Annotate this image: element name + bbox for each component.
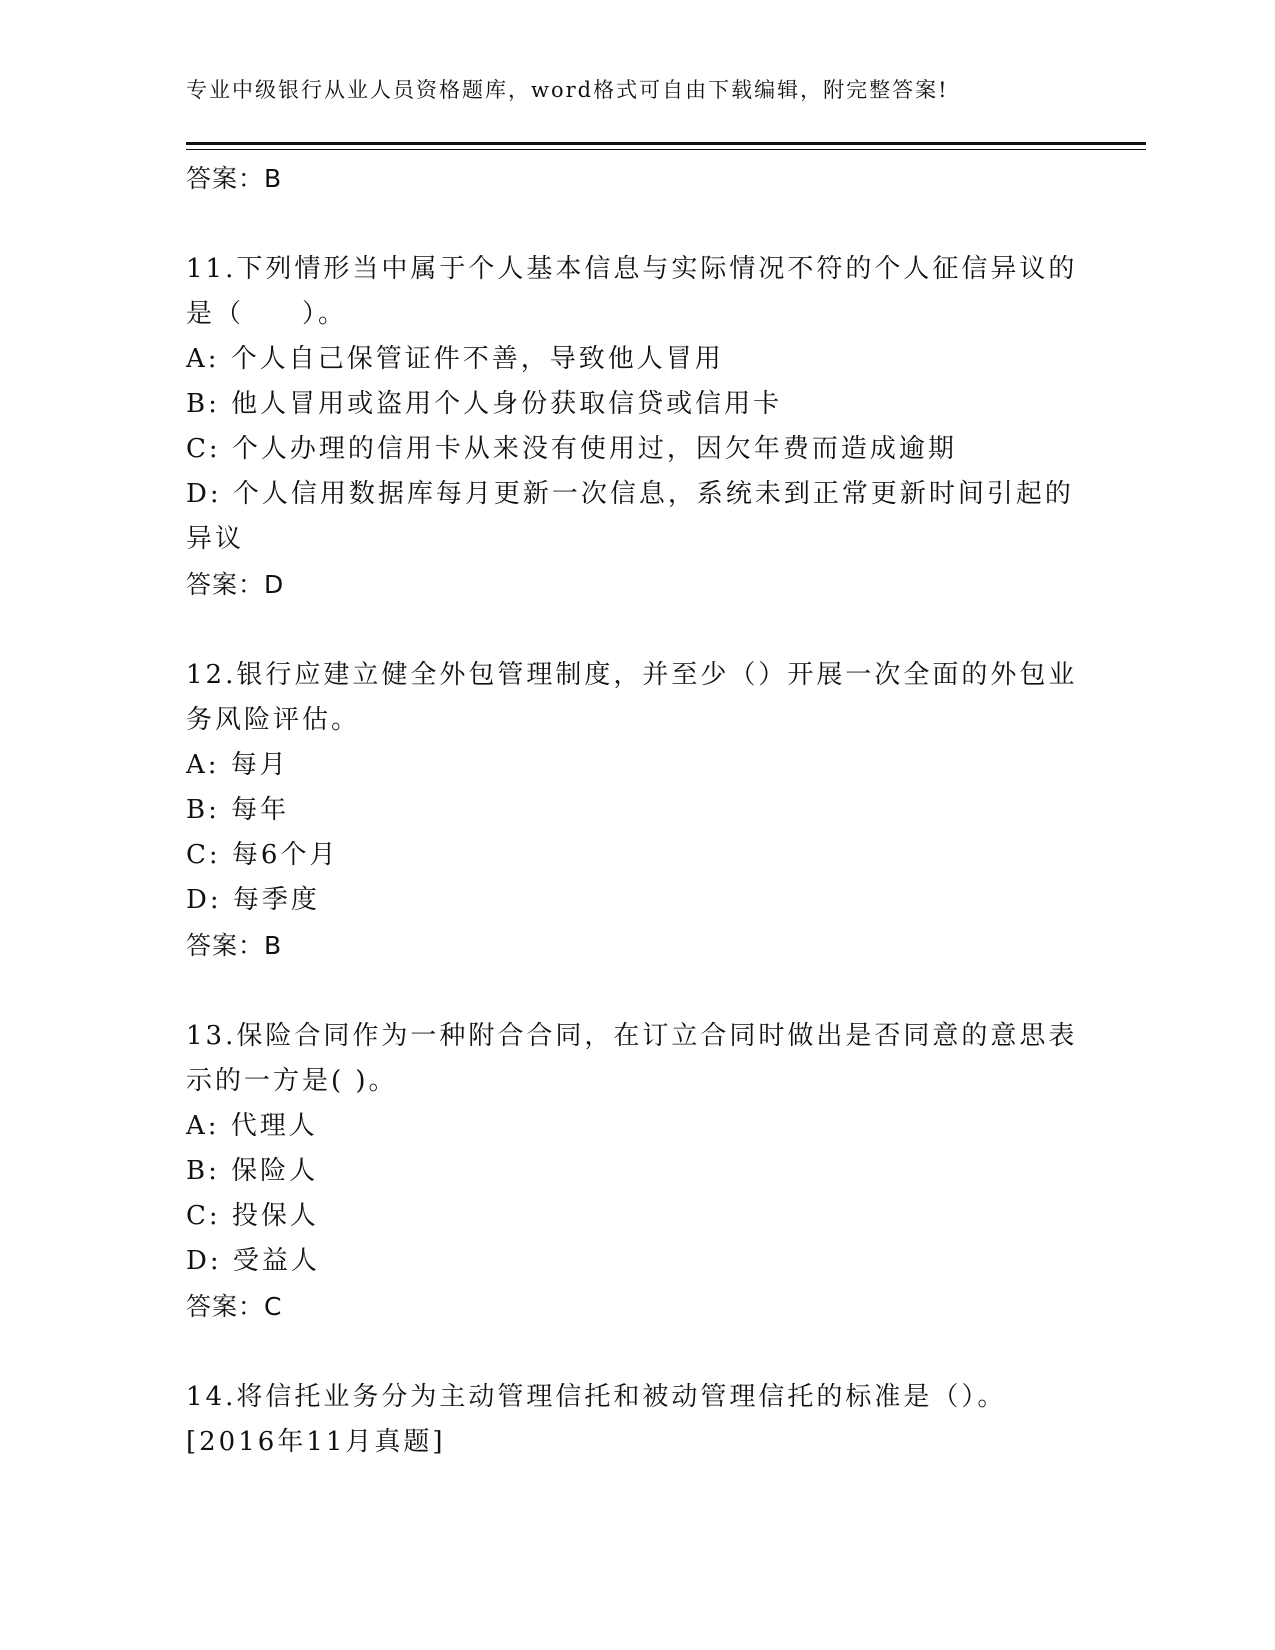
option-d: D: 受益人 [186, 1246, 320, 1276]
option-b: B: 每年 [186, 795, 290, 825]
question-stem-line: 示的一方是( )。 [186, 1066, 398, 1096]
answer-line: 答案：C [186, 1292, 283, 1321]
header-rule-thick [186, 142, 1146, 145]
question-block [186, 653, 1078, 968]
option-a: A: 每月 [186, 750, 289, 780]
answer-line: 答案：D [186, 570, 285, 599]
question-stem-line: 13.保险合同作为一种附合合同，在订立合同时做出是否同意的意思表 [186, 1021, 1078, 1051]
option-c: C: 个人办理的信用卡从来没有使用过，因欠年费而造成逾期 [186, 434, 957, 464]
question-stem-line: 务风险评估。 [186, 705, 361, 735]
spacer [186, 201, 1066, 247]
option-d: D: 每季度 [186, 885, 320, 915]
option-a: A: 个人自己保管证件不善，导致他人冒用 [186, 344, 724, 374]
question-stem-line: 11.下列情形当中属于个人基本信息与实际情况不符的个人征信异议的 [186, 254, 1078, 284]
spacer [186, 1329, 1066, 1375]
answer-line: 答案：B [186, 164, 283, 193]
option-a: A: 代理人 [186, 1111, 318, 1141]
option-d: D: 个人信用数据库每月更新一次信息，系统未到正常更新时间引起的 [186, 479, 1074, 509]
spacer [186, 607, 1066, 653]
question-block [186, 1375, 1066, 1465]
question-stem-line: 是（ ）。 [186, 299, 348, 329]
question-list [186, 156, 1078, 1465]
question-stem-line: 14.将信托业务分为主动管理信托和被动管理信托的标准是（）。 [186, 1382, 1007, 1412]
header-rule-thin [186, 149, 1146, 150]
option-b: B: 他人冒用或盗用个人身份获取信贷或信用卡 [186, 389, 783, 419]
question-block [186, 1014, 1078, 1329]
spacer [186, 968, 1066, 1014]
question-stem-line: 12.银行应建立健全外包管理制度，并至少（）开展一次全面的外包业 [186, 660, 1078, 690]
question-block [186, 247, 1078, 607]
option-d-continued: 异议 [186, 524, 245, 554]
page-header: 专业中级银行从业人员资格题库，word格式可自由下载编辑，附完整答案! [186, 78, 949, 102]
option-c: C: 每6个月 [186, 840, 339, 870]
option-c: C: 投保人 [186, 1201, 319, 1231]
question-source-line: [2016年11月真题] [186, 1427, 446, 1457]
option-b: B: 保险人 [186, 1156, 319, 1186]
answer-line: 答案：B [186, 931, 283, 960]
